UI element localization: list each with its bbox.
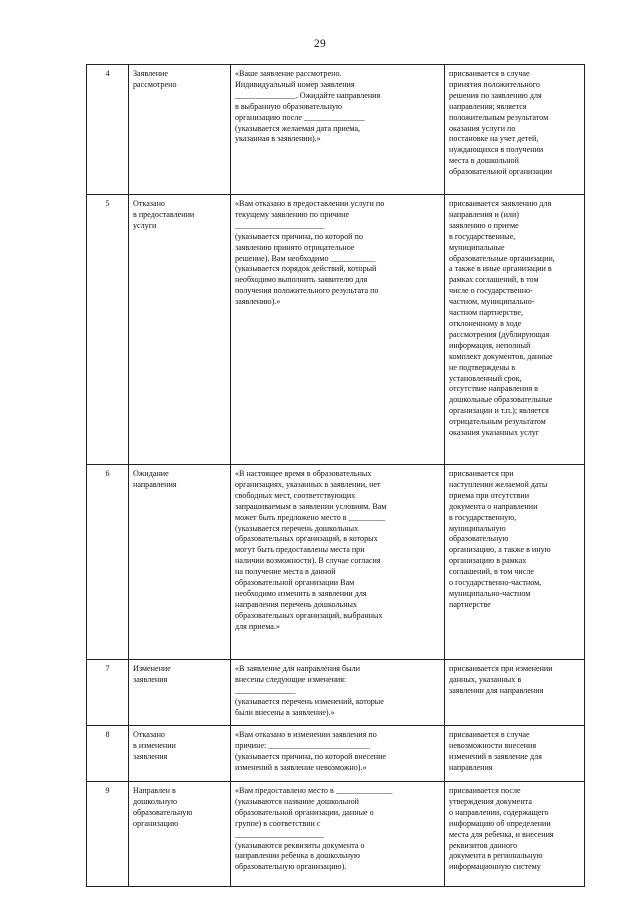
status-message-cell-line: необходимо выполнить заявителю для: [235, 275, 368, 285]
table-row: [87, 660, 585, 726]
status-name-cell-line: Ожидание: [133, 469, 169, 478]
status-description-cell-line: документа о направлении: [449, 501, 538, 511]
status-description-cell-line: образовательной организации: [449, 167, 553, 177]
status-description-cell-line: невозможности внесения: [449, 740, 537, 750]
status-description-cell-line: образовательные организации,: [449, 253, 555, 263]
table-row: [87, 726, 585, 782]
status-message-cell-line: свободных мест, соответствующих: [235, 490, 356, 500]
status-name-cell: [129, 660, 231, 726]
status-description-cell-line: а также в иные организации в: [449, 264, 552, 274]
status-description-cell-line: частном партнерстве,: [449, 308, 524, 318]
status-description-cell-line: числе о государственно-: [449, 286, 533, 296]
status-description-cell: [445, 195, 585, 465]
status-description-cell-line: информация, неполный: [449, 340, 531, 350]
status-name-cell-line: Отказано: [133, 199, 165, 208]
status-description-cell: [445, 465, 585, 660]
status-message-cell-line: «Вам отказано в предоставлении услуги по: [235, 199, 385, 208]
status-message-cell-line: (указывается порядок действий, который: [235, 264, 377, 274]
row-number-cell: 7: [87, 660, 129, 726]
status-description-cell-line: решения по заявлению для: [449, 90, 542, 100]
status-name-cell-line: направления: [133, 479, 177, 489]
status-message-cell-line: группе) в соответствии с: [235, 818, 321, 828]
status-message-cell-line: заявлению).»: [235, 297, 281, 307]
status-description-cell-line: присваивается после: [449, 786, 521, 795]
status-description-cell-line: муниципальную: [449, 523, 506, 533]
row-number-cell: 5: [87, 195, 129, 465]
status-description-cell-line: не подтверждены в: [449, 362, 516, 372]
status-message-cell-line: для приема.»: [235, 621, 280, 631]
table-body: [87, 65, 585, 887]
table-row: [87, 195, 585, 465]
status-description-cell-line: реквизитов данного: [449, 840, 518, 850]
status-message-cell-line: «Ваше заявление рассмотрено.: [235, 69, 342, 78]
status-name-cell-line: Изменение: [133, 664, 171, 673]
status-message-cell-line: «Вам отказано в изменении заявления по: [235, 730, 377, 739]
status-description-cell-line: постановке на учет детей,: [449, 134, 539, 144]
status-description-cell-line: информацию об определении: [449, 818, 551, 828]
status-description-cell-line: рассмотрения (дублирующая: [449, 329, 550, 339]
status-description-cell-line: изменений в заявление для: [449, 751, 542, 761]
status-message-cell-line: получения положительного результата по: [235, 286, 379, 296]
status-message-cell-line: может быть предложено место в _________: [235, 512, 386, 522]
status-description-cell-line: образовательную: [449, 534, 509, 544]
status-table: [86, 64, 585, 887]
status-message-cell-line: текущему заявлению по причине: [235, 209, 350, 219]
status-message-cell-line: наличии возможности). В случае согласия: [235, 556, 381, 566]
status-description-cell-line: оказания указанных услуг: [449, 428, 540, 438]
status-message-cell-line: Индивидуальный номер заявления: [235, 79, 355, 89]
status-message-cell-line: «Вам предоставлено место в ______________: [235, 786, 393, 795]
status-name-cell-line: услуги: [133, 220, 157, 230]
status-name-cell: [129, 726, 231, 782]
status-description-cell-line: установленный срок,: [449, 373, 522, 383]
status-message-cell-line: решение). Вам необходимо ___________: [235, 253, 376, 263]
page-number: 29: [313, 38, 327, 50]
table-row: [87, 465, 585, 660]
status-name-cell-line: заявления: [133, 751, 168, 761]
status-name-cell-line: организацию: [133, 818, 179, 828]
status-description-cell-line: данных, указанных в: [449, 674, 522, 684]
status-description-cell-line: положительным результатом: [449, 112, 549, 122]
status-description-cell-line: частном, муниципально-: [449, 297, 535, 307]
status-message-cell-line: ______________________: [235, 220, 325, 230]
status-message-cell-line: «В настоящее время в образовательных: [235, 469, 372, 478]
status-message-cell-line: ______________________: [235, 829, 325, 839]
status-description-cell-line: комплект документов, данные: [449, 351, 553, 361]
status-description-cell-line: заявлению о приеме: [449, 220, 519, 230]
status-message-cell-line: необходимо изменить в заявлении для: [235, 588, 367, 598]
status-message-cell-line: образовательных организаций, выбранных: [235, 610, 383, 620]
status-message-cell-line: (указываются реквизиты документа о: [235, 840, 365, 850]
row-number-cell: 8: [87, 726, 129, 782]
status-message-cell-line: _______________: [235, 685, 296, 695]
status-description-cell-line: о направлении, содержащего: [449, 807, 549, 817]
status-description-cell-line: в государственную,: [449, 512, 517, 522]
status-name-cell-line: Заявление: [133, 69, 168, 78]
status-message-cell-line: образовательную организацию).: [235, 862, 347, 872]
status-description-cell-line: партнерстве: [449, 599, 491, 609]
status-name-cell-line: Направлен в: [133, 786, 176, 795]
status-name-cell-line: в предоставлении: [133, 209, 195, 219]
status-message-cell-line: указанная в заявлении).»: [235, 134, 321, 144]
status-name-cell-line: Отказано: [133, 730, 165, 739]
row-number-cell: 4: [87, 65, 129, 195]
row-number-cell: 6: [87, 465, 129, 660]
status-name-cell-line: заявления: [133, 674, 168, 684]
status-description-cell-line: организацию, а также в иную: [449, 545, 551, 555]
status-message-cell-line: образовательной организации Вам: [235, 578, 355, 588]
status-message-cell-line: могут быть предоставлены места при: [235, 545, 365, 555]
status-description-cell: [445, 65, 585, 195]
status-message-cell-line: образовательных организаций, в которых: [235, 534, 378, 544]
status-description-cell-line: соглашений, в том числе: [449, 567, 534, 577]
status-description-cell-line: места в дошкольной: [449, 156, 519, 166]
status-message-cell-line: причине: _________________________: [235, 740, 370, 750]
status-description-cell-line: документа в региональную: [449, 851, 543, 861]
status-description-cell-line: в государственные,: [449, 231, 516, 241]
table-row: [87, 65, 585, 195]
status-name-cell: [129, 65, 231, 195]
status-description-cell-line: дошкольные образовательные: [449, 395, 553, 405]
status-message-cell-line: «В заявление для направления были: [235, 664, 360, 673]
status-description-cell-line: утверждения документа: [449, 796, 532, 806]
status-description-cell-line: направления и (или): [449, 209, 519, 219]
status-description-cell-line: направления; является: [449, 101, 527, 111]
status-description-cell-line: присваивается при изменении: [449, 664, 553, 673]
status-description-cell-line: о государственно-частном,: [449, 578, 542, 588]
status-description-cell-line: принятия положительного: [449, 79, 540, 89]
status-message-cell-line: направления перечень дошкольных: [235, 599, 358, 609]
status-description-cell-line: присваивается заявлению для: [449, 199, 552, 208]
status-name-cell: [129, 465, 231, 660]
status-name-cell-line: дошкольную: [133, 796, 178, 806]
status-description-cell: [445, 660, 585, 726]
status-description-cell-line: присваивается в случае: [449, 730, 530, 739]
status-message-cell: [231, 65, 445, 195]
status-name-cell-line: рассмотрено: [133, 79, 177, 89]
status-description-cell-line: присваивается при: [449, 469, 514, 478]
status-message-cell-line: на получение места в данной: [235, 567, 336, 577]
status-message-cell-line: (указывается причина, по которой по: [235, 231, 363, 241]
status-message-cell-line: _______________. Ожидайте направления: [235, 90, 381, 100]
status-name-cell: [129, 195, 231, 465]
status-message-cell-line: (указывается желаемая дата приема,: [235, 123, 361, 133]
status-message-cell-line: (указывается причина, по которой внесение: [235, 751, 387, 761]
status-description-cell-line: отрицательным результатом: [449, 417, 546, 427]
status-description-cell-line: заявлении для направления: [449, 685, 544, 695]
status-description-cell-line: организацию в рамках: [449, 556, 527, 566]
status-name-cell: [129, 782, 231, 887]
status-message-cell: [231, 726, 445, 782]
status-description-cell: [445, 726, 585, 782]
row-number-cell: 9: [87, 782, 129, 887]
status-name-cell-line: образовательную: [133, 807, 193, 817]
status-message-cell: [231, 195, 445, 465]
status-message-cell-line: направлении ребенка в дошкольную: [235, 851, 361, 861]
status-description-cell-line: места для ребенка, и внесения: [449, 829, 554, 839]
status-message-cell-line: заявлению принято отрицательное: [235, 242, 355, 252]
status-message-cell: [231, 465, 445, 660]
status-description-cell-line: наступлении желаемой даты: [449, 479, 548, 489]
status-message-cell-line: (указывается перечень изменений, которые: [235, 696, 384, 706]
status-description-cell-line: отсутствие направления в: [449, 384, 539, 394]
status-description-cell-line: информационную систему: [449, 862, 541, 872]
table-row: [87, 782, 585, 887]
status-message-cell-line: организациях, указанных в заявлении, нет: [235, 479, 381, 489]
status-message-cell-line: в выбранную образовательную: [235, 101, 343, 111]
status-description-cell-line: приема при отсутствии: [449, 490, 530, 500]
status-description-cell-line: организации и т.п.); является: [449, 406, 549, 416]
status-message-cell: [231, 660, 445, 726]
status-message-cell-line: запрашиваемым в заявлении условиям. Вам: [235, 501, 387, 511]
status-description-cell-line: рамках соглашений, в том: [449, 275, 539, 285]
status-message-cell-line: были внесены в заявление).»: [235, 707, 335, 717]
status-description-cell: [445, 782, 585, 887]
status-description-cell-line: присваивается в случае: [449, 69, 530, 78]
status-message-cell-line: образовательной организации, данные о: [235, 807, 374, 817]
status-message-cell-line: (указывается перечень дошкольных: [235, 523, 359, 533]
status-description-cell-line: нуждающихся в получении: [449, 145, 544, 155]
status-message-cell-line: (указываются название дошкольной: [235, 796, 360, 806]
status-description-cell-line: направления: [449, 762, 493, 772]
status-description-cell-line: отклоненному в ходе: [449, 318, 522, 328]
status-description-cell-line: оказания услуги по: [449, 123, 516, 133]
status-name-cell-line: в изменении: [133, 740, 176, 750]
status-description-cell-line: муниципально-частном: [449, 588, 531, 598]
status-message-cell-line: изменений в заявление невозможно).»: [235, 762, 367, 772]
status-description-cell-line: муниципальные: [449, 242, 505, 252]
status-message-cell-line: организацию после _______________: [235, 112, 365, 122]
status-message-cell: [231, 782, 445, 887]
status-message-cell-line: внесены следующие изменения:: [235, 674, 347, 684]
